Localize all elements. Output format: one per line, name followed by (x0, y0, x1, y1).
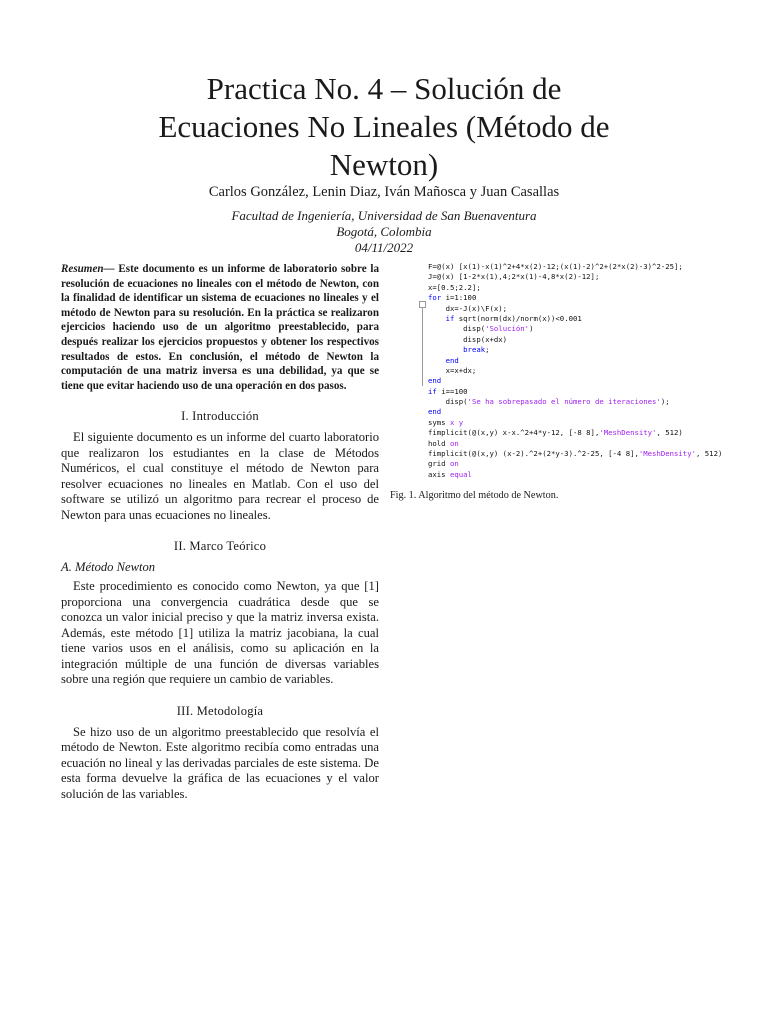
code-token: for (428, 293, 442, 303)
code-token (428, 356, 446, 365)
affiliation-block (0, 208, 768, 256)
code-token: J=@(x) [1-2*x(1),4;2*x(1)-4,8*x(2)-12]; (428, 272, 600, 282)
right-column (392, 258, 732, 501)
code-token: , 512) (656, 428, 683, 438)
code-line (428, 397, 732, 407)
code-line (428, 262, 732, 272)
code-token: 'Solución' (485, 324, 530, 334)
code-token: if (428, 386, 437, 396)
code-token: disp( (428, 397, 468, 407)
code-token: i==100 (436, 386, 468, 396)
abstract-label: Resumen— (61, 263, 115, 275)
code-line (428, 470, 732, 480)
code-token: disp(x+dx) (428, 334, 508, 344)
code-line (428, 407, 732, 417)
code-token: 'MeshDensity' (599, 428, 657, 438)
code-token: end (428, 407, 442, 417)
code-token: x=[0.5;2.2]; (428, 282, 481, 292)
code-line (428, 324, 732, 334)
code-line (428, 345, 732, 355)
code-token: dx=-J(x)\F(x); (428, 303, 508, 313)
abstract-text: Este documento es un informe de laboratorio sobre la resolución de ecuaciones no lineales con el método de Newton, con la finalidad de identificar un sistema de ecuaciones no lineales y el método de Newton para su resolución. En la práctica se realizaron ejercicios haciendo uso de un algoritmo preestablecido, para después realizar los ejercicios propuestos y obtener los respectivos resultados de estos. En conclusión, el método de Newton la computación de una matriz inversa es una debilidad, ya que se tiene que evitar haciendo uso de una operación en dos pasos. (61, 263, 379, 392)
fold-guide-line (422, 308, 423, 386)
code-token: grid (428, 459, 450, 469)
code-token: F=@(x) [x(1)-x(1)^2+4*x(2)-12;(x(1)-2)^2+(2*x(2)-3)^2-25]; (428, 262, 683, 271)
code-line (428, 449, 732, 459)
code-line (428, 376, 732, 386)
code-token: axis (428, 469, 450, 479)
affiliation-location: Bogotá, Colombia (336, 224, 432, 239)
code-token: ) (529, 324, 534, 334)
paper-date: 04/11/2022 (354, 240, 414, 255)
code-line (428, 293, 732, 303)
marco-teorico-paragraph: Este procedimiento es conocido como Newton, ya que [1] proporciona una convergencia cuadrática desde que se conozca un valor inicial preciso y que la matriz inversa exista. Además, este método [1] utiliza la matriz jacobiana, la cual tiene varios usos en el análisis, como su aplicación en la integración múltiple de una función de diversas variables sobre una región que requiere un cambio de variables. (61, 579, 379, 687)
code-token: if (445, 313, 455, 323)
code-token: sqrt(norm(dx)/norm(x))<0.001 (454, 313, 582, 323)
section-heading-marco-teorico: II. Marco Teórico (173, 539, 267, 554)
code-line (428, 356, 732, 366)
code-line (428, 439, 732, 449)
code-token: on (449, 459, 459, 469)
code-token: 'MeshDensity' (638, 449, 696, 459)
left-column (61, 262, 379, 802)
code-token: 'Se ha sobrepasado el número de iteraciones' (467, 397, 661, 407)
code-token (428, 345, 463, 354)
metodologia-paragraph: Se hizo uso de un algoritmo preestablecido que resolvía el método de Newton. Este algoritmo recibía como entradas una ecuación no lineal y las derivadas parciales de este sistema. De esta forma devuelve la gráfica de las ecuaciones y el valor solución de las variables. (61, 724, 379, 801)
code-token (428, 314, 446, 323)
section-heading-metodologia: III. Metodología (176, 703, 264, 718)
code-token: , 512) (696, 449, 723, 459)
code-token: on (449, 438, 459, 448)
matlab-code-figure (428, 262, 732, 480)
code-token: end (428, 376, 442, 386)
code-token: disp( (428, 324, 486, 334)
code-token: ); (660, 397, 670, 407)
code-line (428, 272, 732, 282)
code-token: ; (485, 345, 490, 355)
code-line (428, 304, 732, 314)
code-line (428, 418, 732, 428)
introduccion-paragraph: El siguiente documento es un informe del cuarto laboratorio que realizaron los estudiantes en la clase de Métodos Numéricos, el cual constituye el método de Newton para resolver ecuaciones no lineales en Matlab. Con el uso del software se utilizó un algoritmo para recrear el proceso de Newton para unas ecuaciones no lineales. (61, 430, 379, 522)
subsection-heading-metodo-newton: A. Método Newton (61, 560, 156, 575)
code-token: break (463, 345, 486, 355)
code-token: syms (428, 417, 450, 427)
section-heading-introduccion: I. Introducción (181, 409, 259, 424)
code-token: equal (449, 469, 472, 479)
code-token: x y (449, 417, 464, 427)
code-token: fimplicit(@(x,y) x-x.^2+4*y-12, [-8 8], (428, 428, 600, 438)
code-line (428, 366, 732, 376)
fold-toggle-icon (419, 301, 426, 308)
code-line (428, 428, 732, 438)
code-token: fimplicit(@(x,y) (x-2).^2+(2*y-3).^2-25, [-4 8], (428, 449, 639, 459)
author-list: Carlos González, Lenin Diaz, Iván Mañosca y Juan Casallas (208, 184, 560, 200)
code-token: end (445, 355, 459, 365)
code-line (428, 387, 732, 397)
code-line (428, 459, 732, 469)
abstract (61, 262, 379, 393)
code-line (428, 283, 732, 293)
figure-caption: Fig. 1. Algoritmo del método de Newton. (390, 490, 559, 502)
code-line (428, 314, 732, 324)
code-token: hold (428, 438, 450, 448)
affiliation-institution: Facultad de Ingeniería, Universidad de San Buenaventura (231, 208, 537, 223)
paper-title: Practica No. 4 – Solución de Ecuaciones No Lineales (Método de Newton) (158, 71, 610, 182)
code-token: i=1:100 (441, 293, 477, 303)
code-line (428, 335, 732, 345)
code-token: x=x+dx; (428, 365, 477, 375)
